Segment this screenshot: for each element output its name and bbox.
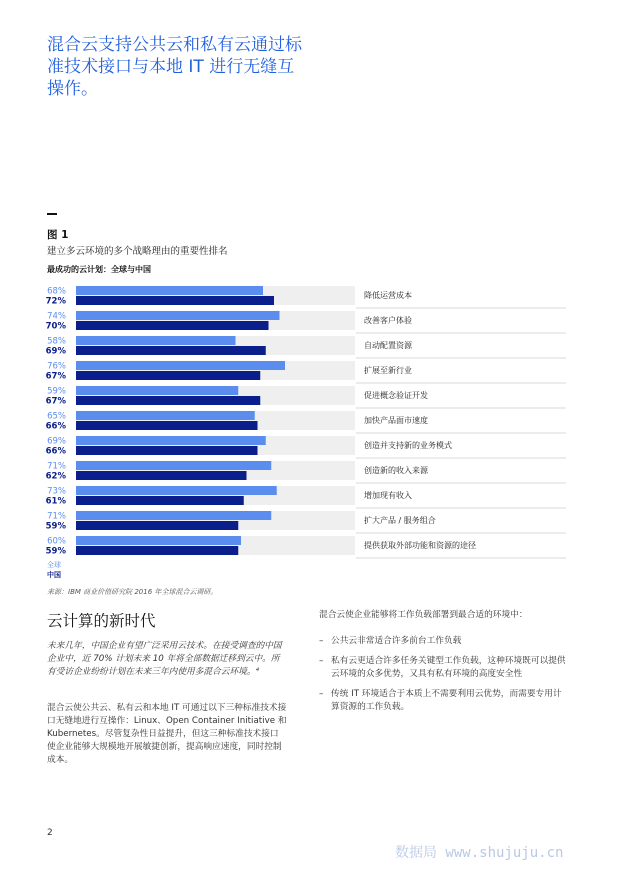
- data-label-global: 58%: [47, 336, 66, 347]
- data-label-china: 67%: [45, 371, 66, 382]
- data-label-global: 71%: [47, 511, 66, 522]
- section-heading: 云计算的新时代: [47, 612, 156, 630]
- bar-china: [76, 346, 266, 355]
- bar-global: [76, 536, 241, 545]
- category-label: 扩展至新行业: [364, 366, 412, 375]
- bullet-dash: –: [319, 656, 324, 666]
- category-label: 促进概念验证开发: [364, 391, 428, 400]
- list-item: [319, 655, 569, 681]
- category-label: 加快产品面市速度: [364, 416, 428, 425]
- bar-china: [76, 371, 260, 380]
- data-label-global: 68%: [47, 286, 66, 297]
- data-label-global: 71%: [47, 461, 66, 472]
- bar-global: [76, 386, 238, 395]
- chart-source: 来源：IBM 商业价值研究院 2016 年全球混合云调研。: [47, 588, 218, 596]
- bar-global: [76, 336, 236, 345]
- legend-global: 全球: [47, 561, 61, 569]
- data-label-china: 59%: [45, 521, 66, 532]
- data-label-global: 65%: [47, 411, 66, 422]
- data-label-china: 67%: [45, 396, 66, 407]
- category-label: 提供获取外部功能和资源的途径: [364, 541, 476, 550]
- data-label-china: 66%: [45, 446, 66, 457]
- environment-list: [319, 635, 569, 721]
- data-label-china: 59%: [45, 546, 66, 557]
- list-item: [319, 635, 569, 648]
- bar-china: [76, 321, 269, 330]
- data-label-global: 60%: [47, 536, 66, 547]
- data-label-global: 74%: [47, 311, 66, 322]
- bar-china: [76, 396, 260, 405]
- category-label: 降低运营成本: [364, 291, 412, 300]
- bar-global: [76, 461, 271, 470]
- figure-label: 图 1: [47, 229, 69, 241]
- chart-legend: [47, 560, 61, 580]
- bar-china: [76, 446, 258, 455]
- data-label-global: 69%: [47, 436, 66, 447]
- watermark: 数据局 www.shujuju.cn: [395, 845, 564, 861]
- right-intro-paragraph: 混合云使企业能够将工作负载部署到最合适的环境中：: [319, 610, 528, 620]
- page-number: 2: [47, 828, 53, 838]
- bullet-dash: –: [319, 636, 324, 646]
- data-label-global: 73%: [47, 486, 66, 497]
- category-label: 自动配置资源: [364, 341, 412, 350]
- bar-global: [76, 286, 263, 295]
- bar-global: [76, 361, 285, 370]
- bar-china: [76, 421, 258, 430]
- data-label-china: 61%: [45, 496, 66, 507]
- bar-global: [76, 411, 255, 420]
- list-item: [319, 688, 569, 714]
- list-item-text: 私有云更适合许多任务关键型工作负载，这种环境既可以提供云环境的众多优势，又具有私有环境的高度安全性: [331, 656, 566, 679]
- list-item-text: 传统 IT 环境适合于本质上不需要利用云优势，而需要专用计算资源的工作负载。: [331, 689, 562, 712]
- category-label: 增加现有收入: [364, 491, 412, 500]
- legend-china: 中国: [47, 571, 61, 579]
- bar-china: [76, 546, 238, 555]
- bar-global: [76, 486, 277, 495]
- bar-global: [76, 511, 271, 520]
- bar-china: [76, 496, 244, 505]
- data-label-china: 72%: [45, 296, 66, 307]
- figure-caption: 建立多云环境的多个战略理由的重要性排名: [47, 246, 228, 257]
- data-label-global: 59%: [47, 386, 66, 397]
- bar-china: [76, 471, 247, 480]
- body-paragraph: 混合云使公共云、私有云和本地 IT 可通过以下三种标准技术接口无缝地进行互操作：Linux、Open Container Initiative 和 Kubernetes。尽管复杂性日益提升，但这三种标准技术接口使企业能够大规模地开展敏捷创新，提高响应速度，同时控制成本。: [47, 703, 287, 765]
- chart-title: 最成功的云计划：全球与中国: [47, 265, 151, 274]
- data-label-china: 66%: [45, 421, 66, 432]
- bar-china: [76, 296, 274, 305]
- intro-paragraph: 未来几年，中国企业有望广泛采用云技术。在接受调查的中国企业中，近 70% 计划未来 10 年将全部数据迁移到云中。所有受访企业纷纷计划在未来三年内使用多混合云环境。⁴: [47, 641, 282, 677]
- bullet-dash: –: [319, 689, 324, 699]
- bar-chart: [0, 284, 620, 559]
- bar-china: [76, 521, 238, 530]
- data-label-china: 62%: [45, 471, 66, 482]
- category-label: 创造并支持新的业务模式: [364, 441, 452, 450]
- data-label-china: 70%: [45, 321, 66, 332]
- pull-quote: 混合云支持公共云和私有云通过标准技术接口与本地 IT 进行无缝互操作。: [47, 35, 302, 99]
- category-label: 改善客户体验: [364, 316, 412, 325]
- category-label: 扩大产品 / 服务组合: [364, 516, 436, 525]
- category-label: 创造新的收入来源: [364, 466, 428, 475]
- data-label-global: 76%: [47, 361, 66, 372]
- list-item-text: 公共云非常适合许多前台工作负载: [331, 636, 462, 646]
- bar-global: [76, 436, 266, 445]
- bar-global: [76, 311, 280, 320]
- data-label-china: 69%: [45, 346, 66, 357]
- figure-rule: [47, 213, 57, 215]
